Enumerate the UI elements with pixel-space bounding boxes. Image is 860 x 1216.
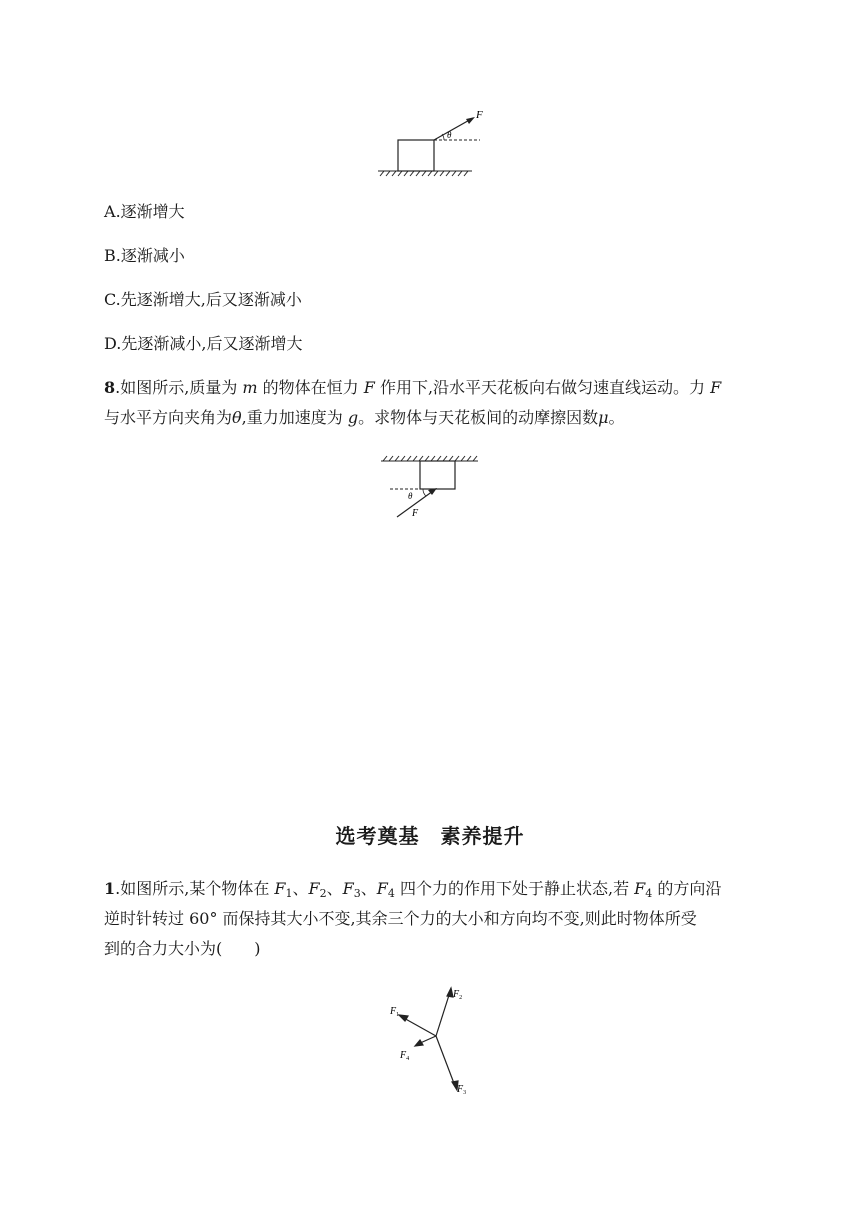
- figure-four-forces: [380, 980, 490, 1100]
- option-d-text: .先逐渐减小,后又逐渐增大: [116, 334, 303, 353]
- force-f1-label: $F_1$: [390, 1006, 400, 1018]
- option-d-letter: D: [104, 334, 117, 353]
- q8-text-e: ,重力加速度为: [241, 408, 348, 427]
- q1-sep-1: 、: [292, 879, 309, 898]
- force-f4-label: $F_4$: [400, 1050, 410, 1062]
- force-f4-arrowhead: [415, 1040, 423, 1046]
- option-a-letter: A: [104, 202, 116, 221]
- angle-arc: [423, 489, 426, 496]
- q8-var-g: g: [347, 408, 359, 427]
- q1-f1-sub: 1: [285, 887, 293, 900]
- angle-label: θ: [408, 491, 413, 501]
- option-d: [104, 333, 302, 355]
- q8-text-c: 作用下,沿水平天花板向右做匀速直线运动。力: [374, 378, 711, 397]
- floor-hatch: [378, 171, 472, 176]
- q1-text-a: .如图所示,某个物体在: [115, 879, 275, 898]
- option-b-letter: B: [104, 246, 116, 265]
- q1-text-b: 四个力的作用下处于静止状态,若: [394, 879, 635, 898]
- q8-var-f: F: [363, 378, 375, 397]
- q8-text-d: 与水平方向夹角为: [104, 408, 233, 427]
- q8-text-f: 。求物体与天花板间的动摩擦因数: [358, 408, 599, 427]
- q8-var-m: m: [242, 378, 258, 397]
- block: [398, 140, 434, 171]
- q1-f4-sub: 4: [387, 887, 395, 900]
- option-a-text: .逐渐增大: [115, 202, 185, 221]
- force-f2-label: $F_2$: [453, 989, 463, 1001]
- q1-f4-b-sub: 4: [645, 887, 653, 900]
- force-arrow: [434, 118, 473, 140]
- q1-f3-sub: 3: [353, 887, 361, 900]
- question-1-line-2: 逆时针转过 60° 而保持其大小不变,其余三个力的大小和方向均不变,则此时物体所受: [104, 909, 697, 928]
- option-c: [104, 289, 302, 311]
- option-b: [104, 245, 185, 267]
- q1-f4-b: F: [634, 879, 646, 898]
- option-a: [104, 201, 185, 223]
- q8-text-a: .如图所示,质量为: [115, 378, 243, 397]
- force-label: F: [476, 109, 483, 121]
- q1-text-c: 的方向沿: [652, 879, 722, 898]
- q1-f4: F: [376, 879, 388, 898]
- question-8-line-2: [104, 407, 625, 429]
- question-1-line-3: 到的合力大小为( ): [104, 939, 261, 958]
- block: [420, 461, 455, 489]
- q8-var-mu: μ: [598, 408, 609, 427]
- q1-f2: F: [308, 879, 320, 898]
- q8-text-b: 的物体在恒力: [257, 378, 364, 397]
- option-c-text: .先逐渐增大,后又逐渐减小: [115, 290, 302, 309]
- q1-sep-2: 、: [326, 879, 343, 898]
- force-label: F: [412, 508, 419, 519]
- question-1-line-1: [104, 878, 721, 905]
- q1-sep-3: 、: [360, 879, 377, 898]
- force-f1-arrow: [402, 1017, 436, 1036]
- figure-block-under-ceiling: [375, 450, 485, 525]
- q8-var-f-2: F: [710, 378, 722, 397]
- question-1-number: 1: [104, 879, 116, 898]
- section-title: 选考奠基 素养提升: [335, 824, 525, 848]
- question-8-number: 8: [104, 378, 116, 397]
- angle-label: θ: [447, 130, 452, 140]
- figure-block-on-floor: [370, 100, 490, 180]
- option-b-text: .逐渐减小: [115, 246, 185, 265]
- q1-f1: F: [274, 879, 286, 898]
- q1-f2-sub: 2: [319, 887, 327, 900]
- q8-var-theta: θ: [232, 408, 242, 427]
- ceiling-hatch: [381, 456, 478, 461]
- option-c-letter: C: [104, 290, 116, 309]
- force-arrowhead: [466, 117, 475, 124]
- force-f3-label: $F_3$: [457, 1084, 467, 1096]
- force-f3-arrow: [436, 1036, 455, 1086]
- q8-text-g: 。: [608, 408, 625, 427]
- question-8-line-1: [104, 377, 721, 399]
- force-f2-arrow: [436, 992, 450, 1036]
- q1-f3: F: [342, 879, 354, 898]
